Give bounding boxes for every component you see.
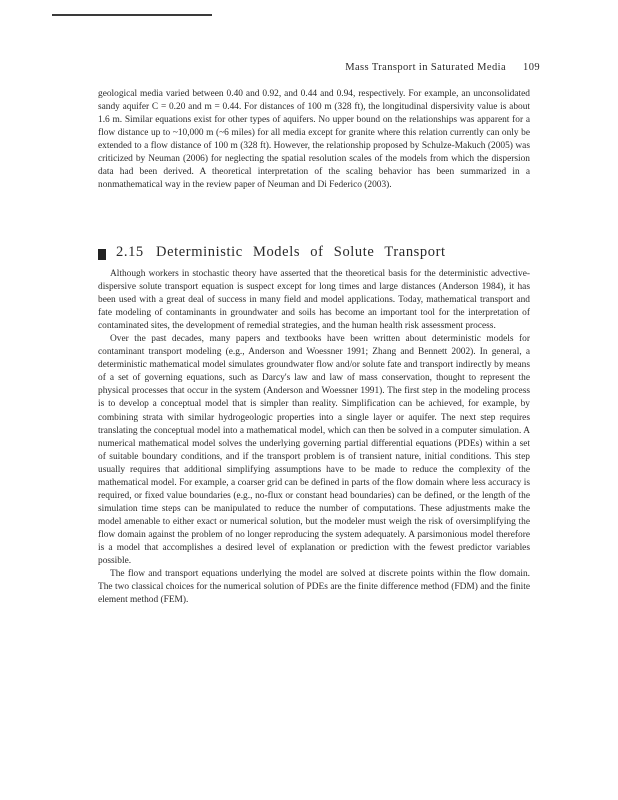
section-body — [98, 268, 530, 607]
paragraph-continued — [98, 88, 530, 192]
body-paragraph-3: The flow and transport equations underlying the model are solved at discrete points within the flow domain. The two classical choices for the numerical solution of PDEs are the finite difference method (FDM) and the finite element method (FEM). — [98, 569, 530, 606]
section-number: 2.15 — [116, 244, 144, 260]
running-head — [345, 62, 540, 73]
top-rule — [52, 14, 212, 16]
page-number: 109 — [523, 62, 540, 73]
running-head-title: Mass Transport in Saturated Media — [345, 62, 507, 73]
body-paragraph-1: Although workers in stochastic theory have asserted that the theoretical basis for the deterministic advective-dispersive solute transport equation is suspect except for long times and large distances (Anderson 1984), it has been used with a great deal of success in many field and model applications. Today, mathematical transport and fate modeling of contaminants in groundwater and soils has become an important tool for the interpretation of contaminated sites, the development of remedial strategies, and the human health risk assessment process. — [98, 269, 530, 332]
section-title: Deterministic Models of Solute Transport — [156, 244, 446, 260]
body-paragraph-2: Over the past decades, many papers and textbooks have been written about deterministic models for contaminant transport modeling (e.g., Anderson and Woessner 1991; Zhang and Bennett 2002). In general, a deterministic mathematical model simulates groundwater flow and/or solute fate and transport indirectly by means of a set of governing equations, such as Darcy's law and law of mass conservation, thought to represent the physical processes that occur in the system (Anderson and Woessner 1991). The first step in the modeling process is to develop a conceptual model that is simpler than reality. Simplification can be achieved, for example, by combining strata with similar hydrogeologic properties into a single layer or aquifer. The next step requires translating the conceptual model into a mathematical model, which can then be solved in a computer simulation. A numerical mathematical model solves the underlying governing partial differential equations (PDEs) within a set of suitable boundary conditions, and if the transport problem is of transient nature, initial conditions. This step usually requires that additional simplifying assumptions have to be made to reduce the complexity of the mathematical model. For example, a coarser grid can be defined in parts of the flow domain where less accuracy is required, or fixed value boundaries (e.g., no-flux or constant head boundaries) can be defined, or the length of the simulation time steps can be manipulated to reduce the number of computations. These adjustments make the model amenable to either exact or numerical solution, but the modeler must weigh the risk of oversimplifying the flow domain against the problem of no longer reproducing the system adequately. A parsimonious model therefore is a model that accomplishes a desired level of explanation or prediction with the fewest predictor variables possible. — [98, 334, 530, 567]
paragraph-text: geological media varied between 0.40 and 0.92, and 0.44 and 0.94, respectively. For example, an unconsolidated sandy aquifer C = 0.20 and m = 0.44. For distances of 100 m (328 ft), the longitudinal dispersivity value is about 1.6 m. Similar equations exist for other types of aquifers. No upper bound on the relationships was apparent for a flow distance up to ~10,000 m (~6 miles) for all media except for granite where this relation currently can only be extended to a flow distance of 100 m (328 ft). However, the relationship proposed by Schulze-Makuch (2005) was criticized by Neuman (2006) for neglecting the spatial resolution scales of the models from which the dispersion data had been derived. A theoretical interpretation of the scaling behavior has been summarized in a nonmathematical way in the review paper of Neuman and Di Federico (2003). — [98, 89, 530, 191]
section-heading — [98, 244, 538, 261]
